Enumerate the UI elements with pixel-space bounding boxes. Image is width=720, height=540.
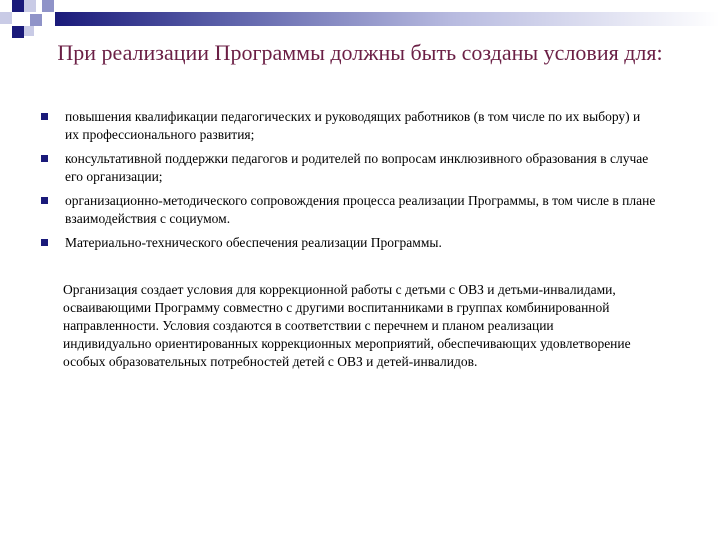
list-item <box>37 234 657 252</box>
bullet-list <box>37 108 657 258</box>
square-bullet-icon <box>41 197 48 204</box>
deco-square <box>24 0 36 12</box>
square-bullet-icon <box>41 113 48 120</box>
list-item-text: повышения квалификации педагогических и руководящих работников (в том числе по их выбору) и их профессионального развития; <box>65 109 641 142</box>
list-item-text: Материально-технического обеспечения реализации Программы. <box>65 235 442 250</box>
deco-square <box>42 0 54 12</box>
decorative-squares <box>0 0 60 44</box>
deco-square <box>0 12 12 24</box>
list-item-text: организационно-методического сопровождения процесса реализации Программы, в том числе в плане взаимодействия с социумом. <box>65 193 656 226</box>
square-bullet-icon <box>41 155 48 162</box>
slide-title: При реализации Программы должны быть созданы условия для: <box>57 40 663 65</box>
body-paragraph: Организация создает условия для коррекционной работы с детьми с ОВЗ и детьми-инвалидами, осваивающими Программу совместно с другими воспитанниками в группах комбинированной направленности. Условия создаются в соответствии с перечнем и планом реализации индивидуально ориентированных коррекционных мероприятий, обеспечивающих удовлетворение особых образовательных потребностей детей с ОВЗ и детей-инвалидов. <box>63 282 631 369</box>
list-item-text: консультативной поддержки педагогов и родителей по вопросам инклюзивного образования в случае его организации; <box>65 151 649 184</box>
list-item <box>37 150 657 186</box>
deco-square <box>30 14 42 26</box>
list-item <box>37 192 657 228</box>
deco-square <box>24 26 34 36</box>
deco-square <box>12 0 24 12</box>
deco-square <box>12 26 24 38</box>
list-item <box>37 108 657 144</box>
header-gradient-bar <box>55 12 720 26</box>
square-bullet-icon <box>41 239 48 246</box>
